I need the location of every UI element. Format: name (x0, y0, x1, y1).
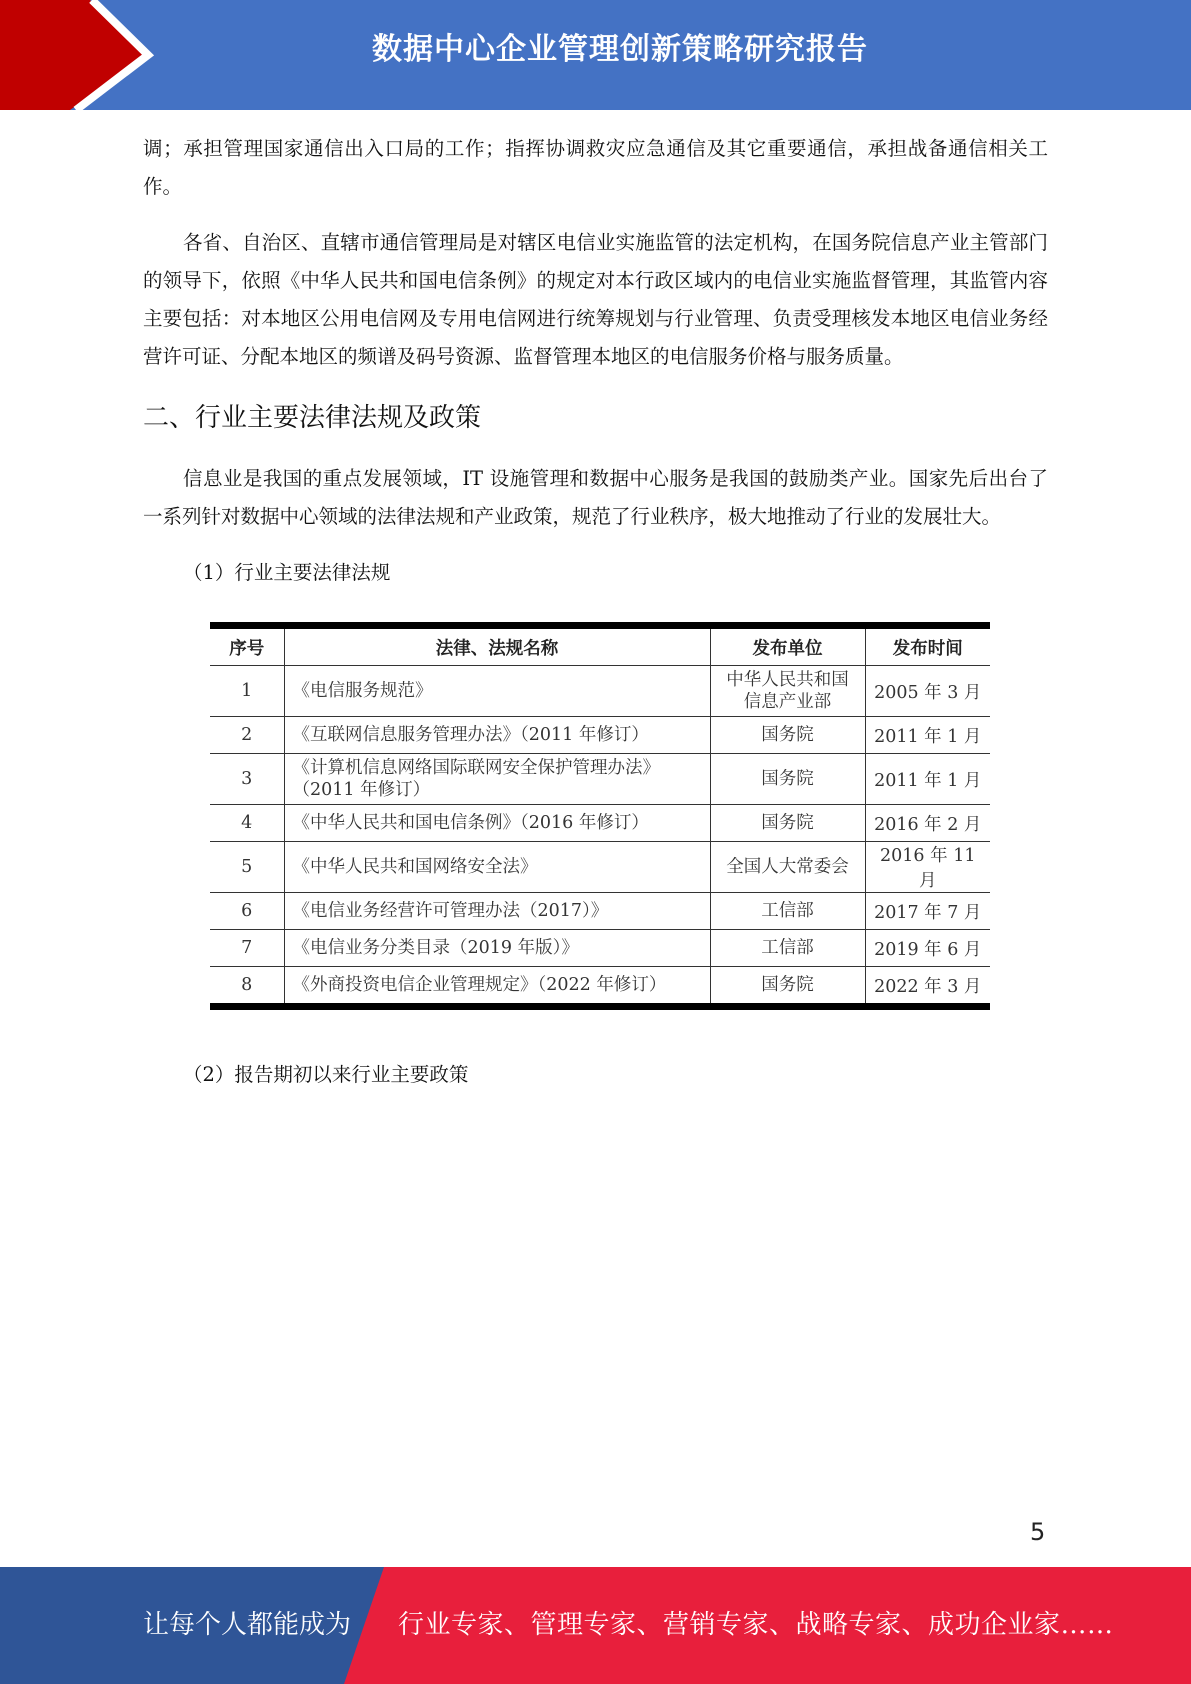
cell-name: 《中华人民共和国网络安全法》 (284, 842, 710, 893)
paragraph-1: 调；承担管理国家通信出入口局的工作；指挥协调救灾应急通信及其它重要通信，承担战备通信相关工作。 (143, 137, 1048, 198)
page-number: 5 (1030, 1518, 1046, 1546)
laws-table (210, 629, 990, 1003)
cell-name: 《外商投资电信企业管理规定》（2022 年修订） (284, 967, 710, 1004)
table-header-row (210, 629, 990, 666)
table-row (210, 666, 990, 717)
cell-date: 2011 年 1 月 (865, 754, 990, 805)
table-row (210, 754, 990, 805)
cell-no: 2 (210, 717, 284, 754)
cell-no: 3 (210, 754, 284, 805)
cell-no: 8 (210, 967, 284, 1004)
table-row (210, 805, 990, 842)
table-row (210, 842, 990, 893)
page-header (0, 0, 1191, 110)
cell-unit: 国务院 (710, 717, 865, 754)
cell-no: 6 (210, 893, 284, 930)
cell-no: 7 (210, 930, 284, 967)
header-name: 法律、法规名称 (284, 629, 710, 666)
paragraph-3: 信息业是我国的重点发展领域，IT 设施管理和数据中心服务是我国的鼓励类产业。国家先后出台了一系列针对数据中心领域的法律法规和产业政策，规范了行业秩序，极大地推动了行业的发展壮大。 (143, 467, 1048, 528)
cell-unit: 国务院 (710, 805, 865, 842)
cell-no: 1 (210, 666, 284, 717)
subsection-label-policies: （2）报告期初以来行业主要政策 (183, 1063, 469, 1086)
cell-date: 2016 年 11 月 (865, 842, 990, 893)
cell-name: 《互联网信息服务管理办法》（2011 年修订） (284, 717, 710, 754)
cell-date: 2019 年 6 月 (865, 930, 990, 967)
cell-date: 2022 年 3 月 (865, 967, 990, 1004)
table-row (210, 893, 990, 930)
page-content (143, 130, 1048, 1094)
table-row (210, 717, 990, 754)
cell-name: 《电信业务经营许可管理办法（2017）》 (284, 893, 710, 930)
cell-unit: 国务院 (710, 754, 865, 805)
cell-date: 2005 年 3 月 (865, 666, 990, 717)
report-title: 数据中心企业管理创新策略研究报告 (372, 32, 868, 67)
cell-name: 《中华人民共和国电信条例》（2016 年修订） (284, 805, 710, 842)
cell-unit: 工信部 (710, 930, 865, 967)
cell-name: 《计算机信息网络国际联网安全保护管理办法》（2011 年修订） (284, 754, 710, 805)
cell-no: 5 (210, 842, 284, 893)
header-unit: 发布单位 (710, 629, 865, 666)
cell-no: 4 (210, 805, 284, 842)
cell-name: 《电信业务分类目录（2019 年版）》 (284, 930, 710, 967)
cell-unit: 工信部 (710, 893, 865, 930)
page-footer (0, 1567, 1191, 1684)
section-heading: 二、行业主要法律法规及政策 (143, 403, 482, 433)
cell-unit: 国务院 (710, 967, 865, 1004)
table-row (210, 967, 990, 1004)
header-no: 序号 (210, 629, 284, 666)
cell-name: 《电信服务规范》 (284, 666, 710, 717)
subsection-label-laws: （1）行业主要法律法规 (183, 561, 391, 584)
cell-date: 2011 年 1 月 (865, 717, 990, 754)
header-date: 发布时间 (865, 629, 990, 666)
laws-table-frame (210, 622, 990, 1010)
footer-slogan-right: 行业专家、管理专家、营销专家、战略专家、成功企业家…… (398, 1610, 1114, 1640)
cell-unit: 全国人大常委会 (710, 842, 865, 893)
table-row (210, 930, 990, 967)
cell-date: 2016 年 2 月 (865, 805, 990, 842)
footer-slogan-left: 让每个人都能成为 (143, 1610, 352, 1640)
paragraph-2: 各省、自治区、直辖市通信管理局是对辖区电信业实施监管的法定机构，在国务院信息产业主管部门的领导下，依照《中华人民共和国电信条例》的规定对本行政区域内的电信业实施监督管理，其监管内容主要包括：对本地区公用电信网及专用电信网进行统筹规划与行业管理、负责受理核发本地区电信业务经营许可证、分配本地区的频谱及码号资源、监督管理本地区的电信服务价格与服务质量。 (143, 231, 1048, 368)
cell-unit: 中华人民共和国信息产业部 (710, 666, 865, 717)
cell-date: 2017 年 7 月 (865, 893, 990, 930)
